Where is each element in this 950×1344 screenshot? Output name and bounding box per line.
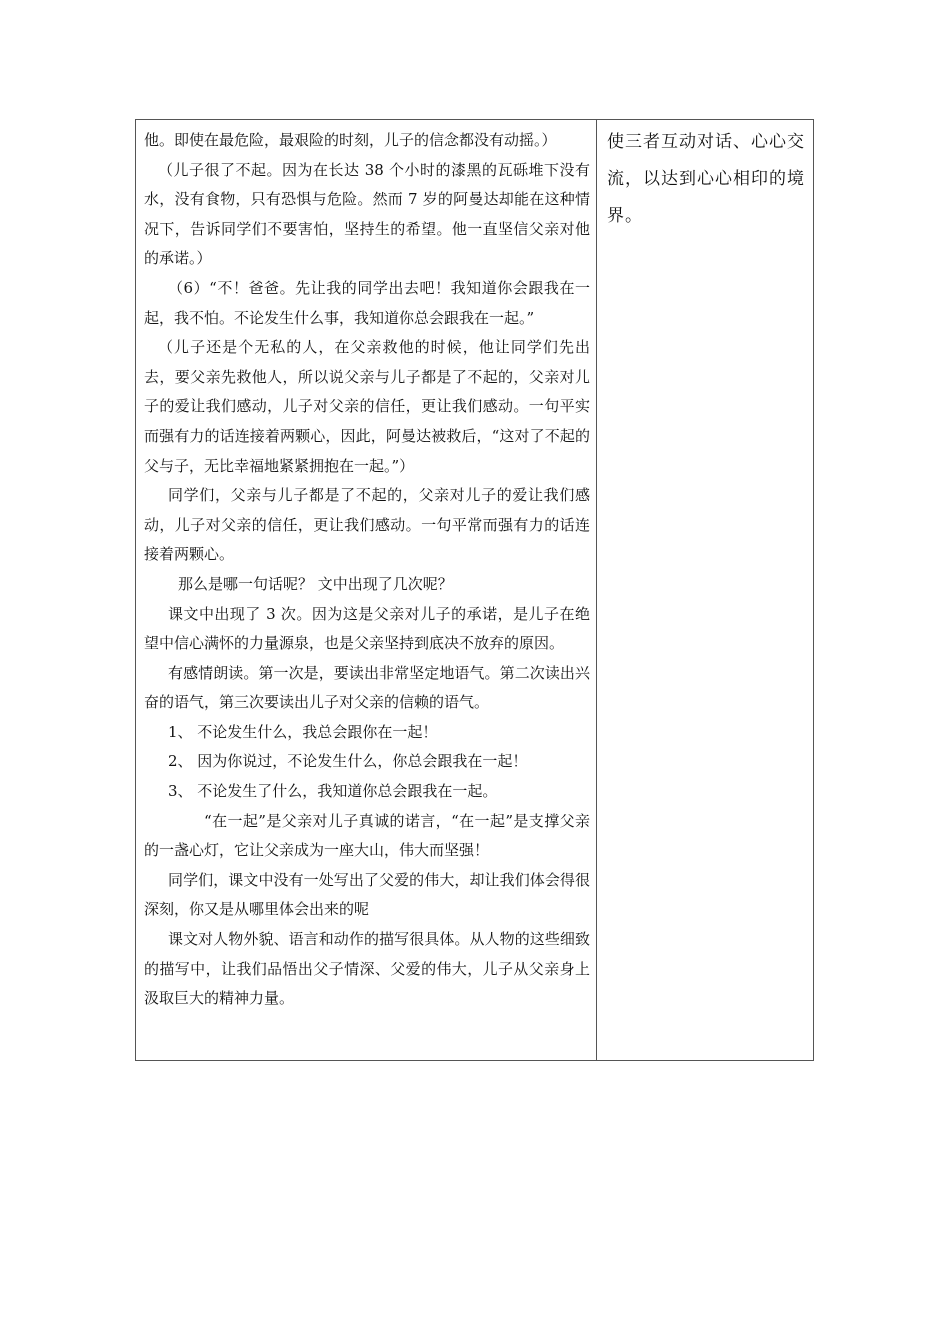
design-intent-cell — [597, 120, 813, 1060]
paragraph: 课文中出现了 3 次。因为这是父亲对儿子的承诺，是儿子在绝望中信心满怀的力量源泉，也是父亲坚持到底决不放弃的原因。 — [144, 604, 590, 653]
paragraph: 课文对人物外貌、语言和动作的描写很具体。从人物的这些细致的描写中，让我们品悟出父子情深、父爱的伟大，儿子从父亲身上汲取巨大的精神力量。 — [144, 930, 590, 1008]
list-item: 2、 因为你说过，不论发生什么，你总会跟我在一起！ — [168, 752, 528, 771]
paragraph: （儿子还是个无私的人，在父亲救他的时候，他让同学们先出去，要父亲先救他人，所以说父亲与儿子都是了不起的，父亲对儿子的爱让我们感动，儿子对父亲的信任，更让我们感动。一句平实而强有力的话连接着两颗心，因此，阿曼达被救后，“这对了不起的父与子，无比幸福地紧紧拥抱在一起。”） — [144, 338, 590, 475]
list-item: 3、 不论发生了什么，我知道你总会跟我在一起。 — [168, 782, 498, 801]
lesson-table — [135, 119, 814, 1061]
paragraph: 他。即使在最危险，最艰险的时刻，儿子的信念都没有动摇。） — [144, 131, 557, 149]
list-item: 1、 不论发生什么，我总会跟你在一起！ — [168, 722, 438, 741]
paragraph: 那么是哪一句话呢？ 文中出现了几次呢？ — [178, 574, 453, 593]
paragraph: 同学们，课文中没有一处写出了父爱的伟大，却让我们体会得很深刻，你又是从哪里体会出来的呢 — [144, 870, 590, 919]
paragraph: “在一起”是父亲对儿子真诚的诺言，“在一起”是支撑父亲的一盏心灯，它让父亲成为一座大山，伟大而坚强！ — [144, 811, 590, 860]
paragraph: （儿子很了不起。因为在长达 38 个小时的漆黑的瓦砾堆下没有水，没有食物，只有恐惧与危险。然而 7 岁的阿曼达却能在这种情况下，告诉同学们不要害怕，坚持生的希望。他一直坚信父亲对他的承诺。） — [144, 160, 590, 268]
teaching-process-cell — [136, 120, 597, 1060]
paragraph: 有感情朗读。第一次是，要读出非常坚定地语气。第二次读出兴奋的语气，第三次要读出儿子对父亲的信赖的语气。 — [144, 663, 590, 712]
paragraph: 同学们，父亲与儿子都是了不起的，父亲对儿子的爱让我们感动，儿子对父亲的信任，更让我们感动。一句平常而强有力的话连接着两颗心。 — [144, 486, 590, 564]
paragraph: （6）“不！爸爸。先让我的同学出去吧！我知道你会跟我在一起，我不怕。不论发生什么事，我知道你总会跟我在一起。” — [144, 278, 590, 327]
design-intent-text: 使三者互动对话、心心交流，以达到心心相印的境界。 — [607, 132, 805, 226]
